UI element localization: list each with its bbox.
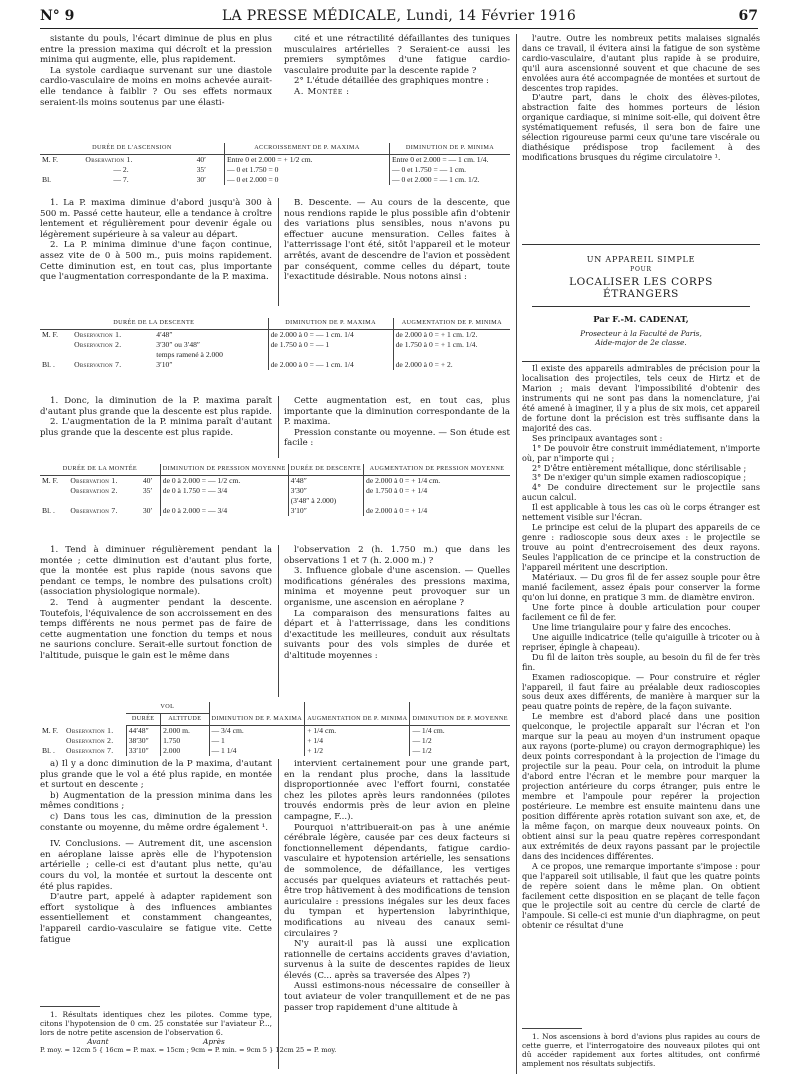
table-row: temps ramené à 2.000: [40, 350, 510, 360]
paragraph: La systole cardiaque survenant sur une diastole cardio-vasculaire de moins en moins achevée aurait-elle tendance à faiblir ? Ou ses effets normaux seraient-ils moins soutenus par une élasti-: [40, 65, 272, 108]
table-header: DURÉE DE DESCENTE: [288, 464, 363, 476]
col3-footnote: [522, 1032, 760, 1068]
table-header: DURÉE DE LA MONTÉE: [40, 464, 160, 476]
table-header: DURÉE DE LA DESCENTE: [40, 318, 268, 330]
table-header: DURÉE: [126, 714, 160, 726]
paragraph: 1. La P. maxima diminue d'abord jusqu'à 300 à 500 m. Passé cette hauteur, elle a tendance à croître lentement et régulièrement pour devenir égale ou légèrement supérieure à sa valeur au départ.: [40, 198, 272, 240]
paragraph: Cette augmentation est, en tout cas, plus importante que la diminution correspondante de la P. maxima.: [284, 396, 510, 428]
paragraph: Pourquoi n'attribuerait-on pas à une anémie cérébrale légère, causée par ces deux facteurs si fonctionnellement dépendants, fatigue cardio-vasculaire et hypotension artérielle, les sensations de sommolence, de défaillance, les vertiges accusés par quelques aviateurs et rattachés peut-être trop hâtivement à des modifications de tension auriculaire : pressions inégales sur les deux faces du tympan et hypertension labyrinthique, modifications au niveau des canaux semi-circulaires ?: [284, 822, 510, 939]
table-header: ALTITUDE: [161, 714, 209, 726]
paragraph: D'autre part, appelé à adapter rapidement son effort systolique à des influences ambiantes essentiellement et constamment changeantes, l'appareil cardio-vasculaire se fatigue vite. Cette fatigue: [40, 892, 272, 945]
paragraph: N'y aurait-il pas là aussi une explication rationnelle de certains accidents graves d'aviation, survenus à la suite de descentes rapides de lieux élevés (C... après sa traversée des Alpes ?): [284, 939, 510, 981]
table-row: Bl. . Observation 7. 3′10″ de 2.000 à 0 = — 1 cm. 1/4 de 2.000 à 0 = + 2.: [40, 360, 510, 370]
list-item: 1° De pouvoir être construit immédiatement, n'importe où, par n'importe qui ;: [522, 442, 760, 463]
table-header: DIMINUTION DE P. MINIMA: [389, 143, 510, 155]
article-title-block: [522, 244, 760, 362]
col1-descent-notes: [40, 396, 272, 438]
table-flight: [40, 702, 510, 756]
paragraph: sistante du pouls, l'écart diminue de plus en plus entre la pression maxima qui décroît et la pression minima qui augmente, elle, plus rapidement.: [40, 34, 272, 66]
paragraph: Il est applicable à tous les cas où le corps étranger est nettement visible sur l'écran.: [522, 502, 760, 523]
page-header: [40, 8, 758, 28]
paragraph: A ce propos, une remarque importante s'impose : pour que l'appareil soit utilisable, il faut que les quatre points de repère soient dans le même plan. On obtient facilement cette disposition en se plaçant de telle façon que le projectile soit au centre du cercle de clarté de l'ampoule. Si celle-ci est munie d'un diaphragme, on peut obtenir ce résultat d'une: [522, 860, 760, 931]
table-header: AUGMENTATION DE P. MINIMA: [305, 702, 410, 726]
col2-discussion: [284, 759, 510, 1077]
paragraph: 1. Tend à diminuer régulièrement pendant la montée ; cette diminution est d'autant plus forte, que la montée est plus rapide (nous savons que pendant ce temps, le nombre des pulsations croît) (association physiologique normale).: [40, 545, 272, 598]
issue-number: N° 9: [40, 8, 75, 24]
table-row: — 2. 35′ — 0 et 1.750 = 0 — 0 et 1.750 = — 1 cm.: [40, 165, 510, 175]
col2-intro: [284, 34, 510, 98]
footnote-label: Après: [202, 1037, 225, 1046]
footnote-label: Avant: [87, 1037, 109, 1046]
table-header: AUGMENTATION DE P. MINIMA: [393, 318, 510, 330]
paragraph: 3. Influence globale d'une ascension. — Quelles modifications générales des pressions maxima, minima et moyenne peut provoquer sur un organisme, une ascension en aéroplane ?: [284, 566, 510, 608]
paragraph: Matériaux. — Du gros fil de fer assez souple pour être manié facilement, assez épais pour conserver la forme qu'on lui donne, en pratique 3 mm. de diamètre environ.: [522, 572, 760, 602]
paragraph: Une lime triangulaire pour y faire des encoches.: [532, 621, 731, 632]
section-label: A. Montée :: [294, 86, 350, 97]
col3-top: [522, 34, 760, 163]
table-header: DIMINUTION DE P. MAXIMA: [209, 702, 305, 726]
column-divider: [278, 396, 279, 458]
table-header: DURÉE DE L'ASCENSION: [40, 143, 224, 155]
paragraph: 2° L'étude détaillée des graphiques montre :: [294, 76, 489, 87]
list-item: 3° De n'exiger qu'un simple examen radioscopique ;: [532, 472, 747, 483]
col2-influence: [284, 545, 510, 662]
col2-descent: [284, 198, 510, 283]
paragraph: D'autre part, dans le choix des élèves-pilotes, abstraction faite des hommes porteurs de lésion organique cardiaque, si minime soit-elle, qui doivent être systématiquement refusés, il sera bon de faire une sélection rigoureuse parmi ceux qu'une tare viscérale ou diathésique prédispose trop facilement à des modifications brusques du régime circulatoire ¹.: [522, 92, 760, 162]
page-number: 67: [738, 8, 758, 24]
paragraph: La comparaison des mensurations faites au départ et à l'atterrissage, dans les conditions d'exactitude les meilleures, conduit aux résultats suivants pour des vols simples de durée et d'altitude moyennes :: [284, 608, 510, 661]
paragraph: b) Augmentation de la pression minima dans les mêmes conditions ;: [40, 790, 272, 812]
table-header: ACCROISSEMENT DE P. MAXIMA: [224, 143, 389, 155]
table-row: M. F. Observation 1. 40′ de 0 à 2.000 = — 1/2 cm. 4′48″ de 2.000 à 0 = + 1/4 cm.: [40, 476, 510, 487]
paragraph: Une aiguille indicatrice (telle qu'aiguille à tricoter ou à repriser, épingle à chapeau).: [522, 631, 760, 652]
section-conclusions: IV. Conclusions. — Autrement dit, une ascension en aéroplane laisse après elle de l'hypotension artérielle ; celle-ci est d'autant plus nette, qu'au cours du vol, la montée et surtout la descente ont été plus rapides.: [40, 839, 272, 892]
paragraph: intervient certainement pour une grande part, en la rendant plus proche, dans la lassitude disproportionnée avec l'effort fourni, constatée chez les pilotes après leurs randonnées (pilotes trouvés endormis près de leur avion en pleine campagne, F...).: [284, 759, 510, 822]
col1-mean-notes: [40, 545, 272, 662]
running-title: LA PRESSE MÉDICALE, Lundi, 14 Février 1916: [221, 8, 577, 24]
table-header: DIMINUTION DE PRESSION MOYENNE: [160, 464, 288, 476]
paragraph: Examen radioscopique. — Pour construire et régler l'appareil, il faut faire au préalable deux radioscopies sous deux axes différents, de manière à marquer sur la peau quatre points de repère, de la façon suivante.: [522, 671, 760, 712]
paragraph: Ses principaux avantages sont :: [532, 432, 663, 443]
table-row: Bl. — 7. 30′ — 0 et 2.000 = 0 — 0 et 2.000 = — 1 cm. 1/2.: [40, 175, 510, 185]
footnote-rule: [40, 1006, 100, 1007]
table-header: DIMINUTION DE P. MOYENNE: [410, 702, 510, 726]
paragraph: Du fil de laiton très souple, au besoin du fil de fer très fin.: [522, 651, 760, 672]
paragraph: B. Descente. — Au cours de la descente, que nous rendions rapide le plus possible afin d'obtenir des variations plus sensibles, nous n'avons pu effectuer aucune mensuration. Celles faites à l'atterrissage l'ont été, sitôt l'appareil et le moteur arrêtés, avant de descendre de l'avion et possèdent par conséquent, comme celles du départ, toute l'exactitude désirable. Nous notons ainsi :: [284, 198, 510, 283]
paragraph: Aussi estimons-nous nécessaire de conseiller à tout aviateur de voler tranquillement et de ne pas passer trop rapidement d'une altitude à: [284, 981, 510, 1013]
table-mean-pressure: [40, 464, 510, 516]
table-header: DIMINUTION DE P. MAXIMA: [268, 318, 393, 330]
col1-footnote: [40, 1010, 337, 1055]
table-row: Observation 2. 3′30″ ou 3′48″ de 1.750 à 0 = — 1 de 1.750 à 0 = + 1 cm. 1/4.: [40, 340, 510, 350]
paragraph: Le membre est d'abord placé dans une position quelconque, le projectile apparaît sur l'écran et l'on marque sur la peau au moyen d'un instrument opaque aux rayons (porte-plume) ou crayon dermographique) les deux points correspondant à la projection de l'image du projectile sur la peau. Pour cela, on introduit la plume d'abord entre l'écran et le membre pour marquer la projection antérieure du corps étranger, puis entre le membre et l'ampoule pour repérer la projection postérieure. Le membre est ensuite maintenu dans une position différente après rotation suivant son axe, et, de la même façon, on marque deux nouveaux points. On obtient ainsi sur la peau quatre repères correspondant aux extrémités de deux rayons passant par le projectile dans des incidences différentes.: [522, 711, 760, 861]
paragraph: Une forte pince à double articulation pour couper facilement ce fil de fer.: [522, 601, 760, 622]
paragraph: 2. Tend à augmenter pendant la descente. Toutefois, l'équivalence de son accroissement en des temps différents ne nous permet pas de faire de cette augmentation une fonction du temps et nous ne saurions conclure. Serait-elle surtout fonction de l'altitude, puisque le gain est le même dans: [40, 597, 272, 661]
paragraph: c) Dans tous les cas, diminution de la pression constante ou moyenne, du même ordre également ¹.: [40, 811, 272, 833]
table-header: AUGMENTATION DE PRESSION MOYENNE: [364, 464, 510, 476]
table-row: M. F. Observation 1. 4′48″ de 2.000 à 0 = — 1 cm. 1/4 de 2.000 à 0 = + 1 cm. 1/2.: [40, 330, 510, 341]
list-item: 4° De conduire directement sur le projectile sans aucun calcul.: [522, 482, 760, 503]
article-author: Par F.-M. CADENAT,: [593, 315, 689, 325]
table-descent: [40, 318, 510, 370]
column-divider: [278, 545, 279, 697]
table-row: Bl. . Observation 7. 30′ de 0 à 2.000 = — 3/4 3′10″ de 2.000 à 0 = + 1/4: [40, 506, 510, 516]
table-row: M. F. Observation 1. 44′48″ 2.000 m. — 3/4 cm. + 1/4 cm. — 1/4 cm.: [40, 726, 510, 737]
column-divider: [278, 198, 279, 306]
footnote-text: 1. Résultats identiques chez les pilotes. Comme type, citons l'hypotension de 0 cm. 25 constatée sur l'aviateur P..., lors de notre petite ascension de l'observation 6.: [40, 1010, 272, 1037]
article-title-line1: UN APPAREIL SIMPLE: [586, 255, 696, 264]
col1-ascension-notes: [40, 198, 272, 283]
paragraph: 2. La P. minima diminue d'une façon continue, assez vite de 0 à 500 m., puis moins rapidement. Cette diminution est, en tout cas, plus importante que l'augmentation correspondante de la P. maxima.: [40, 240, 272, 283]
table-row: (3′48″ à 2.000): [40, 496, 510, 506]
column-divider: [278, 759, 279, 1069]
paragraph: Pression constante ou moyenne. — Son étude est facile :: [284, 427, 510, 449]
col1-intro: [40, 34, 272, 108]
paragraph: Il existe des appareils admirables de précision pour la localisation des projectiles, tels ceux de Hirtz et de Marion ; mais devant l'impossibilité d'obtenir des instruments qui ne sont pas dans la nomenclature, j'ai été amené à imaginer, il y a plus de six mois, cet appareil de fortune dont la précision est très suffisante dans la majorité des cas.: [522, 364, 760, 433]
paragraph: 1. Donc, la diminution de la P. maxima paraît d'autant plus grande que la descente est plus rapide.: [40, 396, 272, 417]
article-title-line2: POUR: [630, 266, 652, 273]
paragraph: l'observation 2 (h. 1.750 m.) que dans les observations 1 et 7 (h. 2.000 m.) ?: [284, 545, 510, 566]
column-divider: [516, 34, 517, 1074]
table-ascension: [40, 143, 510, 185]
table-row: Bl. . Observation 7. 33′10″ 2.000 — 1 1/4 + 1/2 — 1/2: [40, 746, 510, 756]
footnote-text: 1. Nos ascensions à bord d'avions plus rapides au cours de cette guerre, et l'interrogatoire des nouveaux pilotes qui ont dû accéder rapidement aux fortes altitudes, ont confirmé amplement nos résultats subjectifs.: [522, 1032, 760, 1068]
list-item: 2° D'être entièrement métallique, donc stérilisable ;: [532, 462, 747, 473]
paragraph: 2. L'augmentation de la P. minima paraît d'autant plus grande que la descente est plus rapide.: [40, 417, 272, 438]
header-rule: [40, 28, 758, 29]
article-title-line3: LOCALISER LES CORPS ÉTRANGERS: [532, 276, 750, 307]
col3-article-body: [522, 364, 760, 1014]
table-row: M. F. Observation 1. 40′ Entre 0 et 2.000 = + 1/2 cm. Entre 0 et 2.000 = — 1 cm. 1/4.: [40, 155, 510, 166]
paragraph: l'autre. Outre les nombreux petits malaises signalés dans ce travail, il évitera ainsi la fatigue de son système cardio-vasculaire, d'autant plus rapide à se produire, qu'il aura ascensionné souvent et que chacune de ses envolées aura été accompagnée de montées et surtout de descentes trop rapides.: [522, 34, 760, 93]
paragraph: a) Il y a donc diminution de la P maxima, d'autant plus grande que le vol a été plus rapide, en montée et surtout en descente ;: [40, 759, 272, 791]
table-row: Observation 2. 38′30″ 1.750 — 1 + 1/4 — 1/2: [40, 736, 510, 746]
table-row: Observation 2. 35′ de 0 à 1.750 = — 3/4 3′30″ de 1.750 à 0 = + 1/4: [40, 486, 510, 496]
paragraph: Le principe est celui de la plupart des appareils de ce genre : radioscopie sous deux axes : le projectile se trouve au point d'entrecroisement des deux rayons. Seules l'application de ce principe et la construction de l'appareil méritent une description.: [522, 522, 760, 573]
author-affiliation: Aide-major de 2e classe.: [595, 338, 687, 347]
paragraph: cité et une rétractilité défaillantes des tuniques musculaires artérielles ? Seraient-ce aussi les premiers symptômes d'une fatigue cardio-vasculaire produite par la descente rapide ?: [284, 34, 510, 76]
col1-conclusions: [40, 759, 272, 1009]
col2-descent-notes: [284, 396, 510, 449]
table-header: VOL: [126, 702, 209, 714]
footnote-formula: P. moy. = 12cm 5 { 16cm = P. max. = 15cm ; 9cm = P. min. = 9cm 5 } 12cm 25 = P. moy.: [40, 1046, 337, 1054]
author-affiliation: Prosecteur à la Faculté de Paris,: [580, 329, 702, 338]
footnote-rule: [522, 1028, 582, 1029]
